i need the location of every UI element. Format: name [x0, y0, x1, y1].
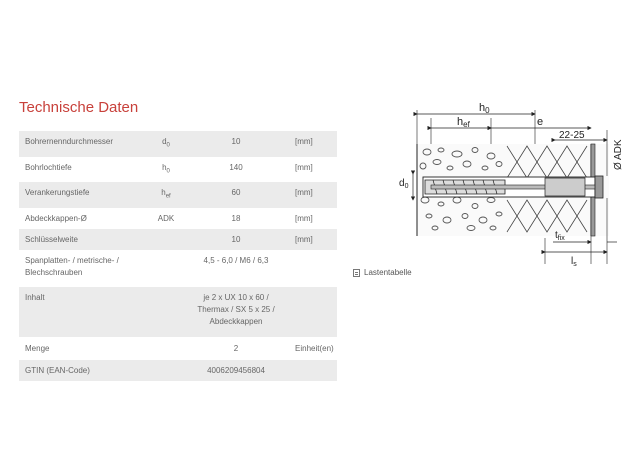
- adk-label: Ø ADK: [613, 139, 624, 170]
- spec-unit: [mm]: [295, 162, 313, 172]
- table-row: [19, 250, 337, 287]
- spec-unit: [mm]: [287, 131, 337, 157]
- section-title: Technische Daten: [19, 99, 139, 116]
- spec-label: Verankerungstiefe: [19, 182, 147, 208]
- hef-label: hef: [457, 116, 470, 129]
- spec-value: 140: [229, 162, 243, 172]
- lastentabelle-label: Lastentabelle: [364, 268, 412, 277]
- spec-symbol: ADK: [157, 213, 175, 223]
- spec-label: Spanplatten- / metrische- / Blechschrauben: [25, 255, 119, 277]
- spec-unit: [287, 250, 337, 287]
- technical-drawing: [395, 92, 625, 267]
- spec-label: Schlüsselweite: [19, 229, 147, 250]
- spec-symbol: $h_0$: [162, 162, 170, 175]
- spec-symbol: [147, 229, 185, 250]
- spec-symbol: $d_0$: [147, 131, 185, 157]
- spec-unit: [mm]: [287, 229, 337, 250]
- table-row: [19, 131, 337, 157]
- h0-label: h0: [479, 102, 490, 115]
- specs-table: [19, 131, 337, 381]
- lastentabelle-link[interactable]: [353, 268, 412, 277]
- spec-unit: [mm]: [295, 213, 313, 223]
- spec-symbol: $h_{ef}$: [147, 182, 185, 208]
- spec-value: 60: [185, 182, 287, 208]
- spec-unit: [287, 287, 337, 337]
- spec-value: 4006209456804: [185, 360, 287, 381]
- spec-unit: [mm]: [287, 182, 337, 208]
- spec-value: 2: [233, 343, 239, 353]
- d0-label: $d_0$: [399, 178, 409, 190]
- tfix-label: $t_{fix}$: [555, 230, 565, 242]
- spec-label: Abdeckkappen-Ø: [25, 213, 87, 223]
- table-row: [19, 208, 337, 229]
- spec-label: Inhalt: [19, 287, 147, 337]
- spec-label: Bohrernenndurchmesser: [19, 131, 147, 157]
- spec-value: 10: [185, 131, 287, 157]
- thermax-sleeve: [545, 178, 585, 196]
- document-icon: [353, 269, 360, 277]
- spec-symbol: [147, 250, 185, 287]
- spec-symbol: [147, 360, 185, 381]
- table-row: [19, 287, 337, 337]
- table-row: [19, 360, 337, 381]
- ls-label: $l_s$: [571, 256, 577, 267]
- spec-label: Bohrlochtiefe: [25, 162, 72, 172]
- spec-symbol: [147, 337, 185, 360]
- table-row: [19, 182, 337, 208]
- spec-value: je 2 x UX 10 x 60 / Thermax / SX 5 x 25 / Abdeckkappen: [185, 287, 287, 337]
- spec-value: 10: [185, 229, 287, 250]
- table-row: [19, 157, 337, 183]
- table-row: [19, 229, 337, 250]
- spec-value: 18: [231, 213, 241, 223]
- e-label: e: [537, 116, 544, 128]
- spec-unit: [287, 360, 337, 381]
- spec-unit: Einheit(en): [295, 343, 334, 353]
- screw-head: [595, 176, 603, 198]
- spec-symbol: [147, 287, 185, 337]
- range-label: 22-25: [559, 130, 585, 141]
- spec-label: Menge: [25, 343, 50, 353]
- spec-label: GTIN (EAN-Code): [19, 360, 147, 381]
- table-row: [19, 337, 337, 360]
- spec-value: 4,5 - 6,0 / M6 / 6,3: [203, 255, 269, 265]
